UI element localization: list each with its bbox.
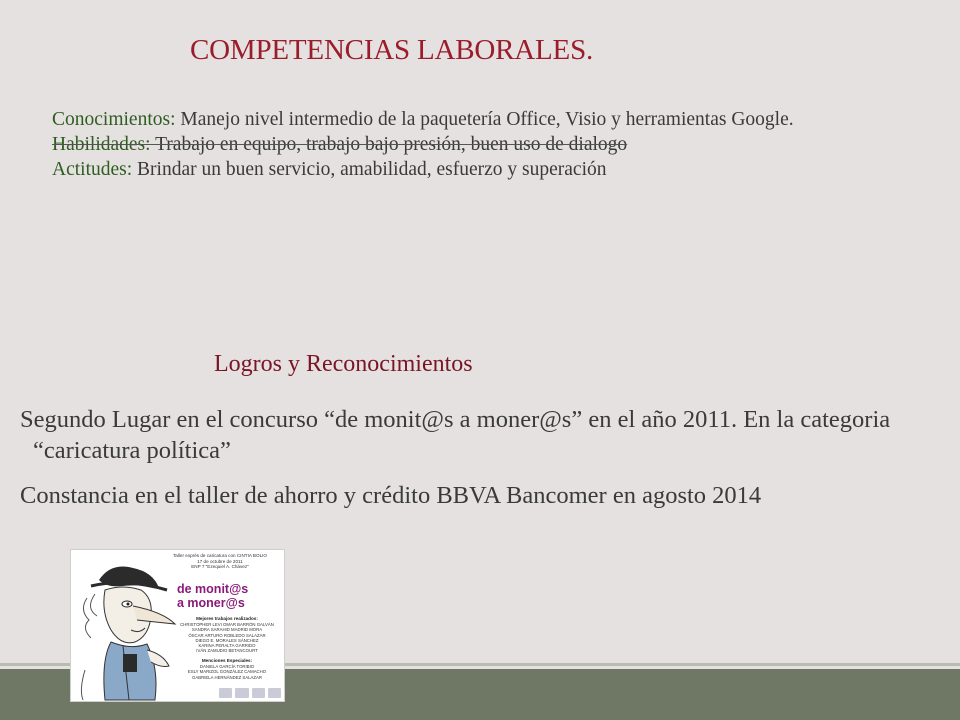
poster-name: SANDRA SARAHID MADRID MORA bbox=[191, 627, 263, 633]
logros-list bbox=[20, 404, 920, 525]
poster-name: IVÁN ZAMUDIO BETANCOURT bbox=[196, 648, 258, 654]
poster-header-line: 17 de octubre de 2011 bbox=[197, 558, 243, 564]
contest-poster-image bbox=[70, 549, 285, 702]
poster-name: KARINA PERALTA GARRIDO bbox=[198, 643, 256, 649]
poster-name: DIEGO E. MORALES SÁNCHEZ bbox=[195, 637, 259, 643]
poster-best-names bbox=[169, 622, 285, 654]
competencia-line bbox=[52, 134, 627, 155]
poster-name: ESLY MARIZOL GONZÁLEZ CAMACHO bbox=[187, 669, 267, 675]
poster-name: GABRIELA HERNÁNDEZ SALAZAR bbox=[192, 674, 262, 680]
poster-best-title: Mejores trabajos realizados: bbox=[196, 616, 258, 621]
competencia-label: Actitudes: bbox=[52, 159, 133, 180]
poster-brand-line: a moner@s bbox=[177, 596, 245, 610]
poster-header-line: Taller exprés de caricatura con CINTIA BOLIO bbox=[173, 553, 267, 558]
competencias-block bbox=[52, 107, 882, 182]
competencia-label: Conocimientos: bbox=[52, 109, 176, 130]
sponsor-logo-icon bbox=[252, 688, 265, 698]
poster-name: ÓSCAR ARTURO ROBLEDO SALAZAR bbox=[188, 632, 266, 638]
page-title: COMPETENCIAS LABORALES. bbox=[190, 34, 594, 66]
poster-header-line: ENP 7 "Ezequiel A. Chávez" bbox=[191, 564, 249, 569]
sponsor-logo-icon bbox=[235, 688, 248, 698]
poster-name: DANIELA GARCÍA TORIBIO bbox=[199, 664, 255, 669]
competencia-text: Trabajo en equipo, trabajo bajo presión, buen uso de dialogo bbox=[150, 134, 628, 155]
poster-mentions-names bbox=[169, 664, 285, 680]
sponsor-logo-icon bbox=[268, 688, 281, 698]
competencia-text: Brindar un buen servicio, amabilidad, esfuerzo y superación bbox=[132, 159, 607, 180]
poster-name: CHRISTOPHER LEVI OMAR BARRÓN GALVÁN bbox=[180, 622, 274, 627]
poster-brand bbox=[177, 582, 248, 610]
sponsor-logo-icon bbox=[219, 688, 232, 698]
poster-brand-line: de monit@s bbox=[177, 582, 249, 596]
poster-header bbox=[157, 553, 283, 570]
logros-title: Logros y Reconocimientos bbox=[214, 351, 473, 377]
logro-item: Constancia en el taller de ahorro y crédito BBVA Bancomer en agosto 2014 bbox=[20, 482, 762, 509]
competencia-label: Habilidades: bbox=[52, 134, 151, 155]
competencia-text: Manejo nivel intermedio de la paquetería Office, Visio y herramientas Google. bbox=[175, 109, 794, 130]
poster-mentions-title: Menciones Especiales: bbox=[201, 658, 253, 663]
logro-item: Segundo Lugar en el concurso “de monit@s a moner@s” en el año 2011. En la categoria “caricatura política” bbox=[20, 406, 891, 464]
sponsor-logos bbox=[219, 688, 281, 698]
